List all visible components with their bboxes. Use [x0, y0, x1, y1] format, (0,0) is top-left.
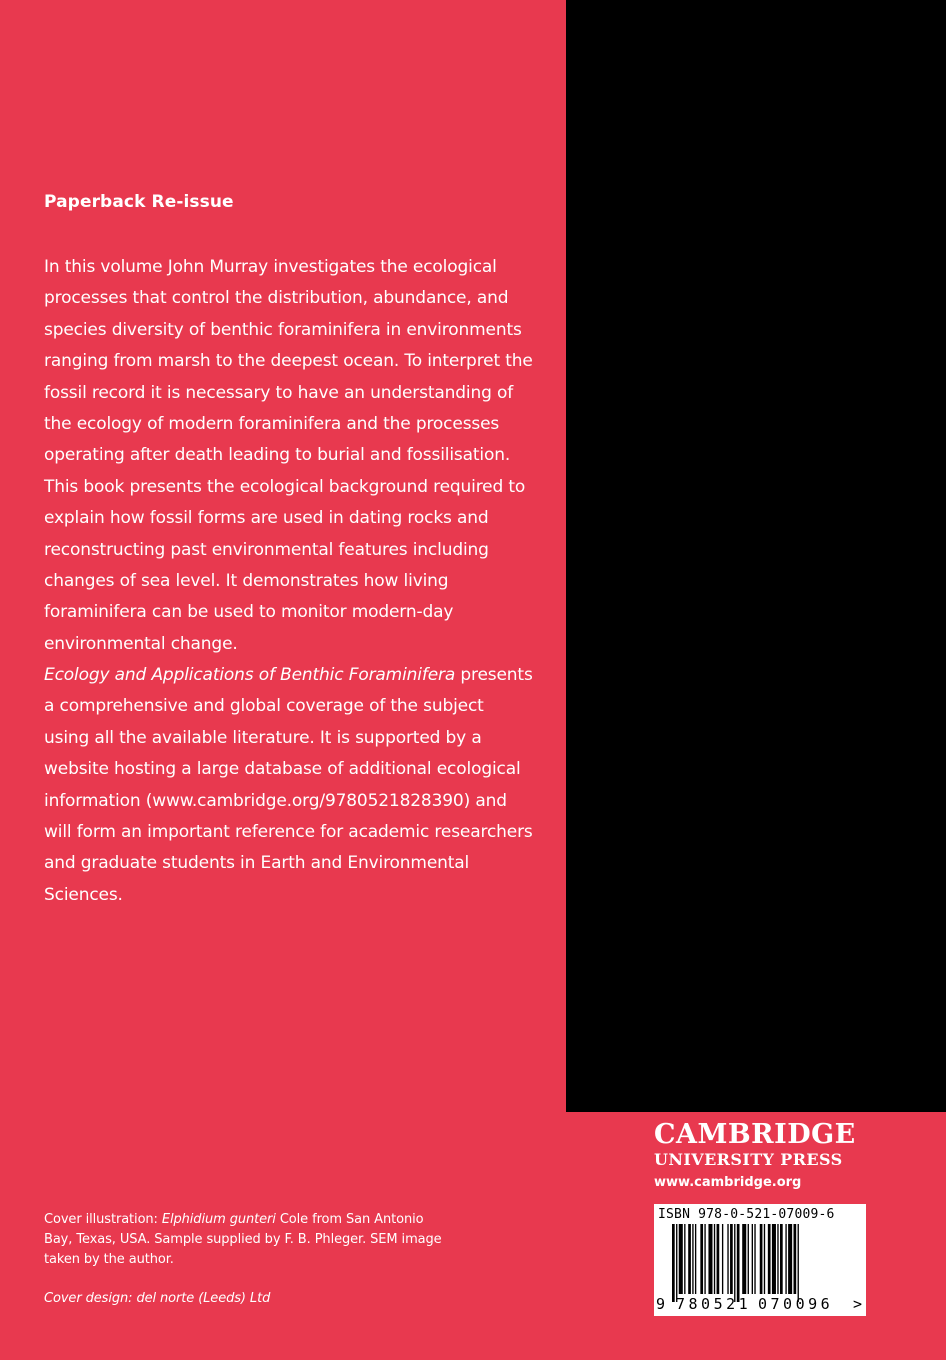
barcode-bar — [700, 1224, 703, 1294]
barcode-bar — [777, 1224, 778, 1294]
summary-text: presents a comprehensive and global coverage of the subject using all the available literature. It is supported by a website hosting a large database of additional ecological information (www.cambridge.org/9780521828390) and will form an important reference for academic researchers and graduate students in Earth and Environmental Sciences. — [44, 665, 533, 905]
barcode-bar — [788, 1224, 792, 1294]
isbn-barcode — [654, 1204, 866, 1316]
publisher-name: CAMBRIDGE — [654, 1119, 856, 1150]
barcode-bar — [676, 1224, 677, 1302]
species-name: Elphidium gunteri — [161, 1212, 276, 1227]
barcode-bar — [708, 1224, 712, 1294]
cover-illustration-credit — [44, 1210, 444, 1270]
isbn-number: ISBN 978-0-521-07009-6 — [658, 1207, 835, 1222]
barcode-left-digits: 780521 — [676, 1295, 752, 1313]
barcode-bar — [794, 1224, 797, 1294]
barcode-bar — [798, 1224, 799, 1302]
barcode-bar — [768, 1224, 771, 1294]
illustration-label: Cover illustration: — [44, 1212, 162, 1227]
barcode-bar — [695, 1224, 696, 1294]
illustration-detail: Cole from San Antonio Bay, Texas, USA. Sample supplied by F. B. Phleger. SEM image taken by the author. — [44, 1212, 442, 1267]
book-title: Ecology and Applications of Benthic Foraminifera — [44, 665, 456, 685]
barcode-bar — [785, 1224, 786, 1294]
barcode-bar — [742, 1224, 746, 1294]
barcode-bar — [679, 1224, 683, 1294]
barcode-bar — [764, 1224, 765, 1294]
barcode-bar — [754, 1224, 755, 1294]
barcode-bar — [752, 1224, 753, 1294]
barcode-bar — [692, 1224, 693, 1294]
barcode-bar — [722, 1224, 723, 1294]
barcode-bar — [730, 1224, 733, 1294]
cover-design-credit: Cover design: del norte (Leeds) Ltd — [44, 1291, 271, 1306]
barcode-bar — [684, 1224, 685, 1294]
cover-image-panel — [566, 0, 946, 1112]
barcode-bar — [760, 1224, 763, 1294]
barcode-right-digits: 070096 — [758, 1295, 834, 1313]
barcode-first-digit: 9 — [656, 1295, 666, 1313]
barcode-bar — [734, 1224, 735, 1302]
barcode-bar — [780, 1224, 783, 1294]
barcode-bar — [772, 1224, 776, 1294]
barcode-bar — [717, 1224, 720, 1294]
reissue-heading: Paperback Re-issue — [44, 192, 234, 212]
barcode-arrow: > — [853, 1295, 863, 1313]
barcode-bar — [714, 1224, 715, 1294]
barcode-bar — [688, 1224, 691, 1294]
barcode-bar — [737, 1224, 740, 1302]
description-paragraph: In this volume John Murray investigates the ecological processes that control the distribution, abundance, and species diversity of benthic foraminifera in environments ranging from marsh to the deepest ocean. To interpret the fossil record it is necessary to have an understanding of the ecology of modern foraminifera and the processes operating after death leading to burial and fossilisation. This book presents the ecological background required to explain how fossil forms are used in dating rocks and reconstructing past environmental features including changes of sea level. It demonstrates how living foraminifera can be used to monitor modern-day environmental change. — [44, 257, 533, 654]
publisher-url: www.cambridge.org — [654, 1175, 802, 1190]
barcode-bar — [704, 1224, 705, 1294]
barcode-bar — [748, 1224, 749, 1294]
summary-paragraph — [44, 660, 534, 911]
barcode-bar — [672, 1224, 675, 1302]
publisher-logo — [654, 1120, 874, 1190]
barcode-bar — [727, 1224, 728, 1294]
publisher-subtitle: UNIVERSITY PRESS — [654, 1150, 843, 1169]
